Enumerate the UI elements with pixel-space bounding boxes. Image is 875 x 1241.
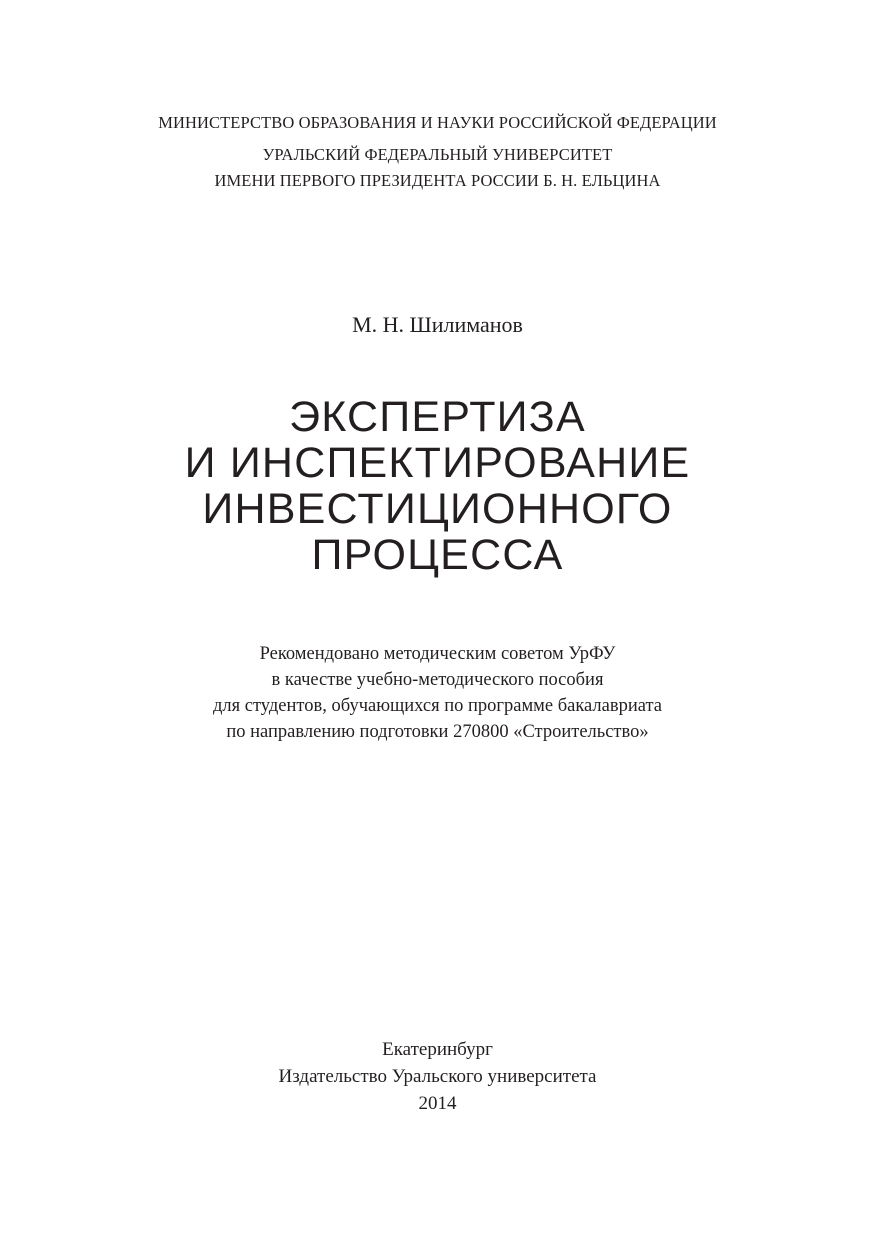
title-line-2: И ИНСПЕКТИРОВАНИЕ <box>184 439 691 487</box>
title-line-4: ПРОЦЕССА <box>311 531 564 579</box>
recommendation-line-1: Рекомендовано методическим советом УрФУ <box>259 644 616 664</box>
imprint-publisher: Издательство Уральского университета <box>278 1066 597 1087</box>
recommendation-line-3: для студентов, обучающихся по программе бакалавриата <box>212 696 663 716</box>
author-name: М. Н. Шилиманов <box>352 312 523 337</box>
imprint-city: Екатеринбург <box>382 1039 493 1060</box>
title-line-1: ЭКСПЕРТИЗА <box>289 393 586 441</box>
imprint <box>0 1036 875 1117</box>
recommendation-line-4: по направлению подготовки 270800 «Строительство» <box>226 722 649 742</box>
ministry-line: МИНИСТЕРСТВО ОБРАЗОВАНИЯ И НАУКИ РОССИЙСКОЙ ФЕДЕРАЦИИ <box>158 113 717 132</box>
university-line-1: УРАЛЬСКИЙ ФЕДЕРАЛЬНЫЙ УНИВЕРСИТЕТ <box>262 145 613 164</box>
book-title <box>0 394 875 578</box>
imprint-year: 2014 <box>418 1093 457 1114</box>
institution-header <box>0 113 875 191</box>
title-line-3: ИНВЕСТИЦИОННОГО <box>202 485 673 533</box>
recommendation-note <box>0 641 875 745</box>
university-line-2: ИМЕНИ ПЕРВОГО ПРЕЗИДЕНТА РОССИИ Б. Н. ЕЛЬЦИНА <box>214 171 661 190</box>
recommendation-line-2: в качестве учебно-методического пособия <box>271 670 604 690</box>
